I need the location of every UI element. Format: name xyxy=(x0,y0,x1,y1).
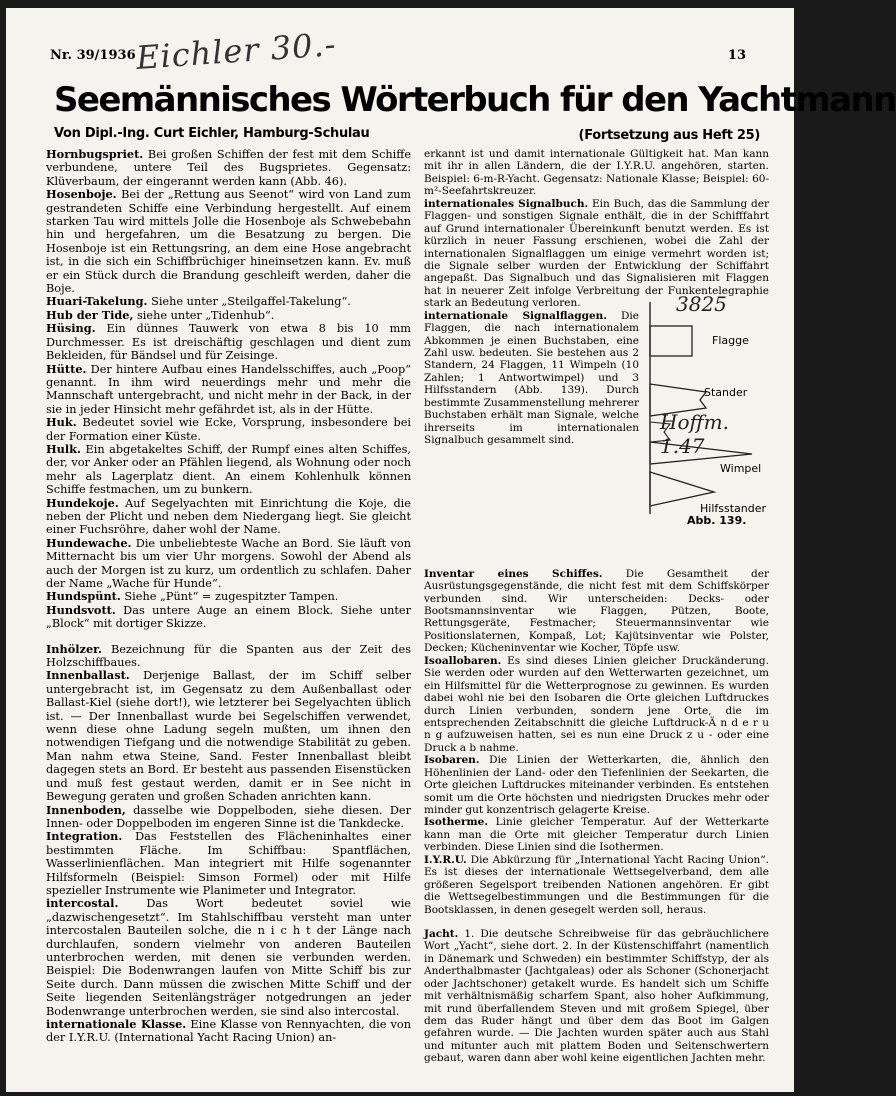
entry-headword: Inventar eines Schiffes. xyxy=(424,567,603,580)
dictionary-entry xyxy=(46,590,411,603)
entry-text: siehe unter „Tidenhub“. xyxy=(133,308,275,322)
issue-number: Nr. 39/1936 xyxy=(50,48,136,63)
dictionary-entry xyxy=(46,604,411,631)
label-hilfsstander: Hilfsstander xyxy=(700,501,767,515)
figure-caption: Abb. 139. xyxy=(687,513,747,527)
right-column-top xyxy=(424,148,769,310)
entry-headword: Hüsing. xyxy=(46,321,96,336)
entry-text: Die Gesamtheit der Ausrüstungsgegenstände, die nicht fest mit dem Schiffskörper verbunden sind. Wir unterscheiden: Decks- oder Bootsmannsinventar wie Flaggen, Pützen, Boote, Rettungsgeräte, Festmacher; Steuermannsinventar wie Positionslaternen, Kompaß, Lot; Kajütsinventar wie Polster, Decken; Kücheninventar wie Kocher, Töpfe usw. xyxy=(424,567,769,655)
entry-text: dasselbe wie Doppelboden, siehe diesen. Der Innen- oder Doppelboden im engeren Sinne ist die Tankdecke. xyxy=(46,803,411,830)
dictionary-entry xyxy=(46,1018,411,1045)
figure-abb-139 xyxy=(642,292,772,552)
article-author: Von Dipl.-Ing. Curt Eichler, Hamburg-Schulau xyxy=(54,126,370,141)
entry-text: 1. Die deutsche Schreibweise für das gebräuchlichere Wort „Yacht“, siehe dort. 2. In der Küstenschiffahrt (namentlich in Dänemark und Schweden) ein bestimmter Schiffstyp, der als Anderthalbmaster (Jachtgaleas) oder als Schoner (Schonerjacht oder Jachtschoner) getakelt wurde. Es handelt sich um Schiffe mit verhältnismäßig scharfem Spant, also hoher Aufkimmung, mit rund überfallendem Steven und mit großem Spiegel, über dem das Ruder hängt und über dem das Boot im Galgen gefahren wurde. — Die Jachten wurden später auch aus Stahl und mitunter auch mit plattem Boden und Seitenschwertern gebaut, waren dann aber wohl keine eigentlichen Jachten mehr. xyxy=(424,927,769,1065)
entry-text: Auf Segelyachten mit Einrichtung die Koje, die neben der Plicht und neben dem Niedergang liegt. Sie gleicht einer Fuchsröhre, daher wohl der Name. xyxy=(46,496,411,537)
entry-headword: Hosenboje. xyxy=(46,187,117,202)
dictionary-entry xyxy=(424,568,769,655)
entry-text: Ein abgetakeltes Schiff, der Rumpf eines alten Schiffes, der, vor Anker oder an Pfählen liegend, als Wohnung oder noch mehr als Lagerplatz dient. An einem Kohlenhulk können Schiffe festmachen, um zu bunkern. xyxy=(46,442,411,497)
dictionary-entry xyxy=(46,322,411,362)
entry-text: Linie gleicher Temperatur. Auf der Wetterkarte kann man die Orte mit gleicher Temperatur durch Linien verbinden. Diese Linien sind die Isothermen. xyxy=(424,816,769,854)
dictionary-entry xyxy=(424,816,769,853)
entry-text: Bei der „Rettung aus Seenot“ wird von Land zum gestrandeten Schiffe eine Verbindung hergestellt. Auf einem starken Tau wird mittels Jolle die Hosenboje als Schwebebahn hin und hergefahren, um die Besatzung zu bergen. Die Hosenboje ist ein Rettungsring, an dem eine Hose angebracht ist, in die sich ein Schiffbrüchiger hineinsetzen kann. Ev. muß er ein Stück durch die Brandung geschleift werden, daher die Boje. xyxy=(46,188,411,296)
entry-text: Der hintere Aufbau eines Handelsschiffes, auch „Poop“ genannt. In ihm wird neuerdings mehr und mehr die Mannschaft untergebracht, und nicht mehr in der Back, in der sie in jeder Hinsicht mehr gefährdet ist, als in der Hütte. xyxy=(46,362,411,416)
entry-text: Die unbeliebteste Wache an Bord. Sie läuft von Mitternacht bis um vier Uhr morgens. Sowohl der Abend als auch der Morgen ist zu kurz, um ordentlich zu schlafen. Daher der Name „Wache für Hunde“. xyxy=(46,536,411,590)
entry-text: Ein Buch, das die Sammlung der Flaggen- und sonstigen Signale enthält, die in der Schifffahrt auf Grund internationaler Übereinkunft benutzt werden. Es ist kürzlich in neuer Fassung erschienen, wobei die Zahl der internationalen Signalflaggen um einige vermehrt worden ist; die Signale selber wurden der Entwicklung der Schiffahrt angepaßt. Das Signalbuch und das Signalisieren mit Flaggen hat in neuerer Zeit infolge Verbreitung der Funkentelegraphie stark an Bedeutung verloren. xyxy=(424,197,769,310)
dictionary-entry xyxy=(46,188,411,295)
dictionary-entry xyxy=(46,497,411,537)
dictionary-entry xyxy=(424,928,769,1065)
entry-headword: Hub der Tide, xyxy=(46,307,134,322)
entry-headword: I.Y.R.U. xyxy=(424,853,467,866)
entry-gap xyxy=(424,916,769,928)
dictionary-entry xyxy=(46,295,411,308)
entry-headword: Huk. xyxy=(46,415,77,430)
article-title: Seemännisches Wörterbuch für den Yachtmann xyxy=(54,80,896,120)
entry-headword: internationale Signalflaggen. xyxy=(424,309,607,322)
entry-text: Das untere Auge an einem Block. Siehe unter „Block“ mit dortiger Skizze. xyxy=(46,603,411,631)
handwritten-annotation: Hoffm. 1.47 xyxy=(660,409,729,458)
entry-headword: Hulk. xyxy=(46,441,81,456)
entry-text: Bedeutet soviel wie Ecke, Vorsprung, insbesondere bei der Formation einer Küste. xyxy=(46,416,411,443)
entry-text: Das Feststellen des Flächeninhaltes einer bestimmten Fläche. Im Schiffbau: Spantflächen, Wasserlinienflächen. Man integriert mit Hilfe sogenannter Hilfsformeln (Beispiel: Simson Formel) oder mit Hilfe spezieller Instrumente wie Planimeter und Integrator. xyxy=(46,830,411,897)
entry-text: Ein dünnes Tauwerk von etwa 8 bis 10 mm Durchmesser. Es ist dreischäftig geschlagen und dient zum Bekleiden, für Bändsel und für Zeisinge. xyxy=(46,322,411,363)
label-wimpel: Wimpel xyxy=(720,461,762,475)
entry-headword: Hundspünt. xyxy=(46,589,121,604)
dictionary-entry xyxy=(424,655,769,755)
dictionary-entry xyxy=(46,830,411,897)
entry-text: Derjenige Ballast, der im Schiff selber untergebracht ist, im Gegensatz zu dem Außenballast oder Ballast-Kiel (siehe dort!), wie letzterer bei Segelyachten üblich ist. — Der Innenballast wurde bei Segelschiffen verwendet, wenn diese ohne Ladung segeln mußten, um ihnen den notwendigen Tiefgang und die notwendige Stabilität zu geben. Man nahm etwa Steine, Sand. Fester Innenballast bleibt dagegen stets an Bord. Er besteht aus passenden Eisenstücken und muß fest gestaut werden, damit er in See nicht in Bewegung geraten und großen Schaden anrichten kann. xyxy=(46,669,411,804)
entry-headword: Integration. xyxy=(46,829,123,844)
dictionary-entry xyxy=(46,804,411,831)
dictionary-entry xyxy=(46,363,411,417)
dictionary-entry xyxy=(424,854,769,916)
entry-headword: Innenballast. xyxy=(46,668,130,683)
entry-text: Die Abkürzung für „International Yacht Racing Union“. Es ist dieses der internationale Wettsegelverband, dem alle größeren Segelsport treibenden Nationen angehören. Er gibt die Wettsegelbestimmungen und die Bestimmungen für die Bootsklassen, in denen gesegelt werden soll, heraus. xyxy=(424,853,769,916)
right-column-bottom xyxy=(424,568,769,1065)
label-flagge: Flagge xyxy=(712,333,749,347)
entry-headword: Hundewache. xyxy=(46,535,132,550)
dictionary-entry xyxy=(46,643,411,670)
entry-headword: internationales Signalbuch. xyxy=(424,197,589,210)
entry-text: Die Flaggen, die nach internationalem Abkommen je einen Buchstaben, eine Zahl usw. bedeuten. Sie bestehen aus 2 Standern, 24 Flaggen, 11 Wimpeln (10 Zahlen; 1 Antwortwimpel) und 3 Hilfsstandern (Abb. 139). Durch bestimmte Zusammenstellung mehrerer Buchstaben erhält man Signale, welche ihrerseits im internationalen Signalbuch gesammelt sind. xyxy=(424,309,639,447)
handwritten-note: Eichler 30.- xyxy=(134,25,338,77)
entry-headword: intercostal. xyxy=(46,896,119,911)
dictionary-entry xyxy=(424,754,769,816)
signalflaggen-block xyxy=(424,291,769,568)
entry-text: Bezeichnung für die Spanten aus der Zeit des Holzschiffbaues. xyxy=(46,642,411,670)
entry-headword: internationale Klasse. xyxy=(46,1017,187,1031)
entry-headword: Huari-Takelung. xyxy=(46,294,148,309)
entry-headword: Jacht. xyxy=(424,927,459,940)
entry-headword: Hundsvott. xyxy=(46,602,116,617)
page-number: 13 xyxy=(727,48,746,63)
entry-headword: Hornbugspriet. xyxy=(46,147,144,161)
dictionary-entry xyxy=(424,148,769,198)
entry-headword: Isoallobaren. xyxy=(424,654,502,667)
dictionary-entry xyxy=(46,416,411,443)
magazine-page xyxy=(6,8,896,1092)
entry-headword: Hundekoje. xyxy=(46,495,119,510)
entry-headword: Isobaren. xyxy=(424,754,480,767)
entry-headword: Innenboden, xyxy=(46,802,126,817)
label-stander: Stander xyxy=(704,385,748,399)
entry-text: erkannt ist und damit internationale Gültigkeit hat. Man kann mit ihr in allen Ländern, die der I.Y.R.U. angehören, starten. Beispiel: 6-m-R-Yacht. Gegensatz: Nationale Klasse; Beispiel: 60-m²-Seefahrtskreuzer. xyxy=(424,148,769,198)
dictionary-entry xyxy=(46,443,411,497)
entry-text: Siehe unter „Steilgaffel-Takelung“. xyxy=(147,295,351,309)
continuation-note: (Fortsetzung aus Heft 25) xyxy=(578,128,760,143)
entry-text: Siehe „Pünt“ = zugespitzter Tampen. xyxy=(120,590,339,604)
entry-text: Die Linien der Wetterkarten, die, ähnlich den Höhenlinien der Land- oder den Tiefenlinien der Seekarten, die Orte gleichen Luftdruckes miteinander verbinden. Es entstehen somit um die Orte höchsten und niedrigsten Druckes mehr oder minder gut konzentrisch gelagerte Kreise. xyxy=(424,754,769,816)
entry-headword: Inhölzer. xyxy=(46,641,102,656)
entry-headword: Hütte. xyxy=(46,361,87,376)
dictionary-entry xyxy=(46,537,411,591)
entry-text: Bei großen Schiffen der fest mit dem Schiffe verbundene, untere Teil des Bugsprietes. Gegensatz: Klüverbaum, der eingerannt werden kann (Abb. 46). xyxy=(46,148,411,188)
entry-text: Eine Klasse von Rennyachten, die von der I.Y.R.U. (International Yacht Racing Union) an- xyxy=(46,1018,412,1045)
dictionary-entry xyxy=(46,897,411,1018)
entry-signalflaggen xyxy=(424,310,639,447)
left-column xyxy=(46,148,411,1045)
handwritten-number: 3825 xyxy=(676,291,727,316)
dictionary-entry xyxy=(46,669,411,803)
entry-text: Das Wort bedeutet soviel wie „dazwischengesetzt“. Im Stahlschiffbau versteht man unter intercostalen Bauteilen solche, die n i c h t der Länge nach durchlaufen, sondern vielmehr von anderen Bauteilen unterbrochen werden, mit denen sie verbunden werden. Beispiel: Die Bodenwrangen laufen von Mitte Schiff bis zur Seite durch. Dann müssen die zwischen Mitte Schiff und der Seite liegenden Seitenlängsträger notgedrungen an jeder Bodenwrange unterbrochen werden, sie sind also intercostal. xyxy=(46,897,411,1018)
entry-text: Es sind dieses Linien gleicher Druckänderung. Sie werden oder wurden auf den Wetterwarten gezeichnet, um ein Hilfsmittel für die Wetterprognose zu gewinnen. Es wurden dabei wohl nie bei den Isobaren die Orte gleichen Luftdruckes durch Linien verbunden, sondern jene Orte, die im entsprechenden Zeitabschnitt die gleiche Luftdruck-Ä n d e r u n g aufzuweisen hatten, sei es nun eine Druck z u - oder eine Druck a b nahme. xyxy=(424,654,769,754)
right-column xyxy=(424,148,769,1065)
dictionary-entry xyxy=(46,148,411,188)
dictionary-entry xyxy=(46,309,411,322)
entry-headword: Isotherme. xyxy=(424,816,488,829)
